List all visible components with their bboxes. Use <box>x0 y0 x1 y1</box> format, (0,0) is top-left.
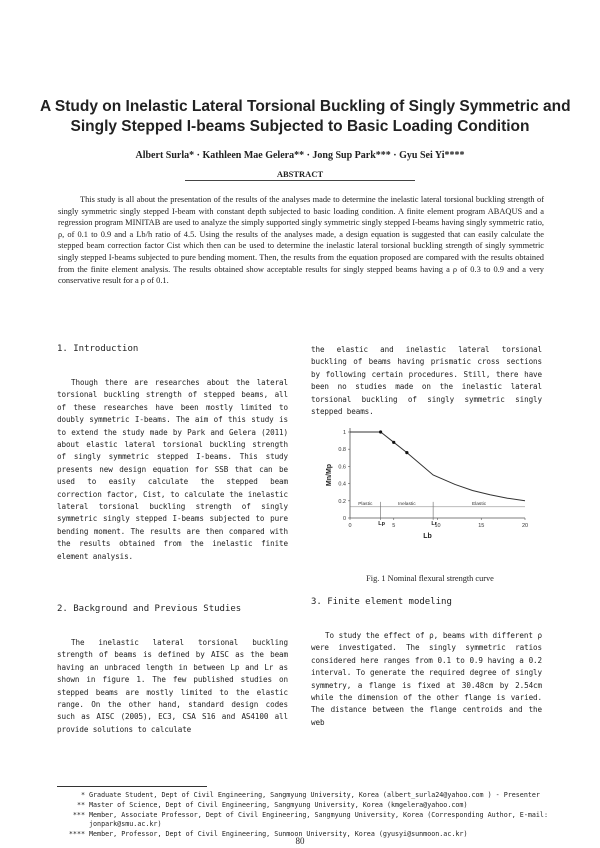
footnote-text: Member, Professor, Dept of Civil Engineering, Sunmoon University, Korea (gyusyi@sunmoon.ac.kr) <box>89 830 468 839</box>
abstract-rule <box>185 180 415 181</box>
footnote-mark: ** <box>76 800 85 809</box>
footnotes <box>57 791 547 840</box>
right-column-paragraph: the elastic and inelastic lateral torsional buckling of beams having prismatic cross sections by following certain procedures. Still, there have been no studies made on the inelastic lateral torsional buckling of singly symmetric singly stepped beams. <box>311 345 542 417</box>
y-tick-label: 0.6 <box>338 464 346 471</box>
x-axis-label: Lb <box>423 533 432 540</box>
y-tick-label: 0 <box>342 516 346 522</box>
footnote-text: Master of Science, Dept of Civil Engineering, Sangmyung University, Korea (kmgelera@yahoo.com) <box>89 800 468 809</box>
footnote-text: Graduate Student, Dept of Civil Engineering, Sangmyung University, Korea (albert_surla24@yahoo.com ) - Presenter <box>89 791 540 799</box>
footnote-text: Member, Associate Professor, Dept of Civil Engineering, Sangmyung University, Korea (Corresponding Author, E-mail: <box>89 810 548 819</box>
fem-paragraph: To study the effect of ρ, beams with different ρ were investigated. The singly symmetric ratios considered here ranges from 0.1 to 0.9 having a 0.2 interval. To generate the required degree of singly symmetry, a flange is fixed at 30.48cm by 2.54cm while the dimension of the other flange is varied. The distance between the flange centroids and the web <box>311 631 542 727</box>
footnote-1 <box>57 801 547 811</box>
figure-1 <box>320 420 540 570</box>
zone-label: Plastic <box>358 501 373 507</box>
introduction-paragraph: Though there are researches about the lateral torsional buckling strength of stepped beams, all of these researches have been mostly limited to doubly symmetric I-beams. The aim of this study is to extend the study made by Park and Gelera (2011) about elastic lateral torsional buckling strength of singly symmetric stepped I-beams. This study presents new design equation for SSB that can be used to easily calculate the stepped beam correction factor, Cist, to calculate the inelastic lateral torsional buckling strength of singly symmetric singly stepped I-beams subjected to pure bending moment. The results are then compared with the results obtained from the inelastic finite element analysis. <box>57 378 288 561</box>
background-paragraph: The inelastic lateral torsional buckling strength of beams is defined by AISC as the beam having an unbraced length in between Lp and Lr as shown in figure 1. The few published studies on stepped beams are mostly limited to the elastic range. On the other hand, standard design codes such as AISC (2005), EC3, CSA S16 and AS4100 all provide solutions to calculate <box>57 638 288 734</box>
section-heading-background: 2. Background and Previous Studies <box>57 604 242 614</box>
footnote-text: jonpark@smu.ac.kr) <box>89 820 162 829</box>
abstract-heading: ABSTRACT <box>276 169 324 179</box>
page-number: 80 <box>295 836 305 846</box>
paper-title <box>40 97 571 137</box>
data-point-marker <box>379 430 382 433</box>
footnote-0 <box>57 791 547 801</box>
y-tick-label: 0.4 <box>338 481 346 488</box>
y-tick-label: 0.2 <box>338 498 346 505</box>
zone-label: Elastic <box>471 501 487 507</box>
y-tick-label: 0.8 <box>338 447 346 454</box>
data-point-marker <box>405 451 408 454</box>
footnote-2 <box>57 811 547 821</box>
footnote-mark: * <box>80 791 85 799</box>
x-tick-label: 5 <box>392 523 396 529</box>
divider-label: Lr <box>431 521 437 527</box>
author-list: Albert Surla* · Kathleen Mae Gelera** · Jong Sup Park*** · Gyu Sei Yi**** <box>135 150 465 161</box>
y-axis-label: Mn/Mp <box>326 463 333 487</box>
footnote-mark: *** <box>72 810 85 819</box>
divider-label: Lp <box>378 521 385 527</box>
x-tick-label: 20 <box>521 523 529 529</box>
abstract-text: This study is all about the presentation of the results of the analyses made to determine the inelastic lateral torsional buckling strength of singly symmetric singly stepped I-beam with constant depth subjected to basic loading condition. A finite element program ABAQUS and a regression program MINITAB are used to analyze the simply supported singly symmetric singly stepped I-beams having singly symmetric ratio, ρ, of 0.1 to 0.9 and a Lb/h ratio of 4.5. Using the results of the analyses made, a design equation is suggested that can easily calculate the stepped beam correction factor Cist which then can be used to determine the inelastic lateral torsional buckling strength of singly symmetric singly stepped I-beams subjected to pure bending moment. Then, the results from the equation proposed are compared with the results obtained from the finite element analysis. The results obtained show acceptable results for singly stepped beams having a ρ of 0.3 to 0.9 and a very conservative result for a ρ of 0.1. <box>58 195 544 286</box>
section-heading-fem: 3. Finite element modeling <box>311 597 452 607</box>
footnote-rule <box>57 786 207 787</box>
footnote-mark <box>57 820 89 830</box>
x-tick-label: 15 <box>478 523 485 529</box>
data-point-marker <box>392 441 395 444</box>
x-tick-label: 10 <box>434 523 441 529</box>
title-line-2: Singly Stepped I-beams Subjected to Basic Loading Condition <box>70 118 530 135</box>
strength-curve-chart <box>320 420 540 570</box>
title-line-1: A Study on Inelastic Lateral Torsional Buckling of Singly Symmetric and <box>40 98 571 115</box>
section-heading-introduction: 1. Introduction <box>57 344 139 354</box>
footnote-mark: **** <box>68 830 85 839</box>
figure-caption: Fig. 1 Nominal flexural strength curve <box>366 574 494 583</box>
x-tick-label: 0 <box>348 523 352 529</box>
y-tick-label: 1 <box>342 430 346 436</box>
zone-label: Inelastic <box>398 501 416 507</box>
series-line-0 <box>350 432 525 501</box>
footnote-3 <box>57 820 547 830</box>
